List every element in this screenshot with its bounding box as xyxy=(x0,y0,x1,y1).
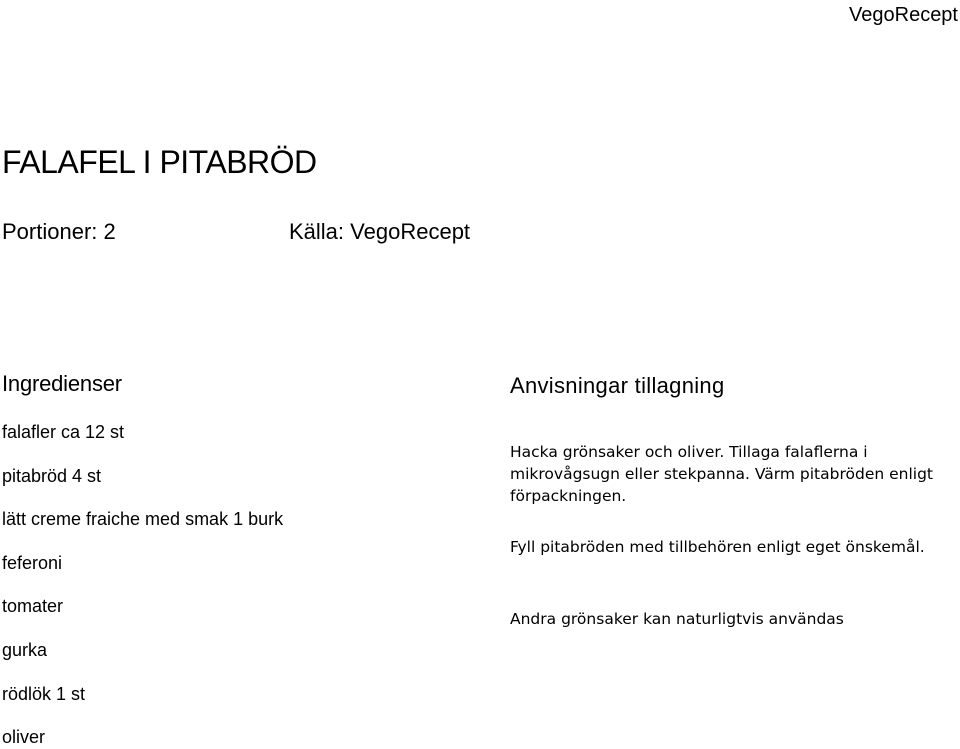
source-value: VegoRecept xyxy=(350,219,471,244)
ingredient-item: rödlök 1 st xyxy=(2,684,86,704)
ingredient-item: lätt creme fraiche med smak 1 burk xyxy=(2,509,284,529)
source-label: Källa: xyxy=(289,219,345,244)
recipe-title: FALAFEL I PITABRÖD xyxy=(2,144,317,180)
servings-value: 2 xyxy=(103,219,116,244)
ingredient-item: pitabröd 4 st xyxy=(2,466,102,486)
ingredients-heading: Ingredienser xyxy=(2,371,122,396)
ingredient-item: tomater xyxy=(2,596,64,616)
instruction-paragraph: Fyll pitabröden med tillbehören enligt eget önskemål. xyxy=(510,538,925,556)
recipe-meta xyxy=(2,218,471,246)
ingredient-item: feferoni xyxy=(2,553,63,573)
ingredient-item: falafler ca 12 st xyxy=(2,422,125,442)
instruction-paragraph: Hacka grönsaker och oliver. Tillaga falaflerna i mikrovågsugn eller stekpanna. Värm pitabröden enligt förpackningen. xyxy=(510,443,933,505)
servings xyxy=(2,219,116,244)
source xyxy=(289,218,470,246)
instructions-heading: Anvisningar tillagning xyxy=(510,373,725,398)
ingredient-item: oliver xyxy=(2,727,46,747)
servings-label: Portioner: xyxy=(2,219,98,244)
instruction-paragraph: Andra grönsaker kan naturligtvis användas xyxy=(510,610,844,628)
ingredients-section xyxy=(2,370,472,747)
instructions-section xyxy=(510,372,955,628)
ingredient-item: gurka xyxy=(2,640,48,660)
brand-name: VegoRecept xyxy=(849,4,958,26)
